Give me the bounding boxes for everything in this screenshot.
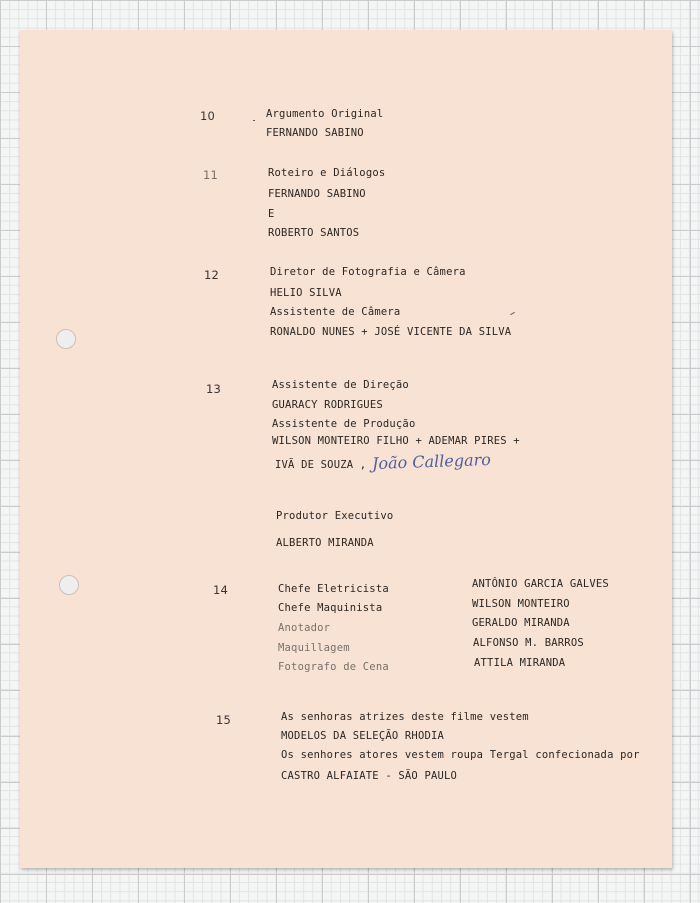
- handwritten-name: João Callegaro: [371, 449, 492, 474]
- wardrobe-credit: MODELOS DA SELEÇÃO RHODIA: [281, 730, 445, 742]
- credit-role: Diretor de Fotografia e Câmera: [270, 266, 466, 278]
- credit-name: FERNANDO SABINO: [266, 127, 364, 139]
- crew-name: WILSON MONTEIRO: [472, 598, 570, 610]
- credit-role: Assistente de Direção: [272, 379, 409, 391]
- credit-role: Roteiro e Diálogos: [268, 167, 386, 179]
- credit-name: FERNANDO SABINO: [268, 188, 366, 200]
- ink-mark: [253, 120, 255, 121]
- credit-name: ALBERTO MIRANDA: [276, 537, 374, 549]
- punch-hole-top: [56, 329, 76, 349]
- crew-role: Fotografo de Cena: [278, 661, 389, 673]
- crew-name: ANTÔNIO GARCIA GALVES: [472, 578, 609, 590]
- credit-name: ROBERTO SANTOS: [268, 227, 360, 239]
- credit-name: GUARACY RODRIGUES: [272, 399, 383, 411]
- crew-name: ALFONSO M. BARROS: [473, 637, 584, 649]
- credit-conjunction: E: [268, 208, 275, 220]
- credit-role: Assistente de Produção: [272, 418, 416, 430]
- credit-role: Produtor Executivo: [276, 510, 394, 522]
- credit-role: Argumento Original: [266, 108, 384, 120]
- punch-hole-bottom: [59, 575, 79, 595]
- wardrobe-credit: Os senhores atores vestem roupa Tergal confecionada por: [281, 749, 640, 761]
- crew-name: GERALDO MIRANDA: [472, 617, 570, 629]
- credit-role: Assistente de Câmera: [270, 306, 401, 318]
- crew-name: ATTILA MIRANDA: [474, 657, 566, 669]
- section-number: 15: [216, 713, 232, 727]
- section-number: 10: [200, 109, 216, 123]
- section-number: 11: [203, 168, 219, 182]
- crew-role: Anotador: [278, 622, 331, 634]
- crew-role: Chefe Eletricista: [278, 583, 389, 595]
- wardrobe-credit: As senhoras atrizes deste filme vestem: [281, 711, 529, 723]
- section-number: 13: [206, 382, 222, 396]
- credit-name: HELIO SILVA: [270, 287, 342, 299]
- crew-role: Chefe Maquinista: [278, 602, 383, 614]
- crew-role: Maquillagem: [278, 642, 350, 654]
- credit-name: IVÃ DE SOUZA ,: [275, 459, 367, 471]
- section-number: 12: [204, 268, 220, 282]
- wardrobe-credit: CASTRO ALFAIATE - SÃO PAULO: [281, 770, 458, 782]
- section-number: 14: [213, 583, 229, 597]
- credit-name: RONALDO NUNES + JOSÉ VICENTE DA SILVA: [270, 326, 512, 338]
- credit-name: WILSON MONTEIRO FILHO + ADEMAR PIRES +: [272, 435, 520, 447]
